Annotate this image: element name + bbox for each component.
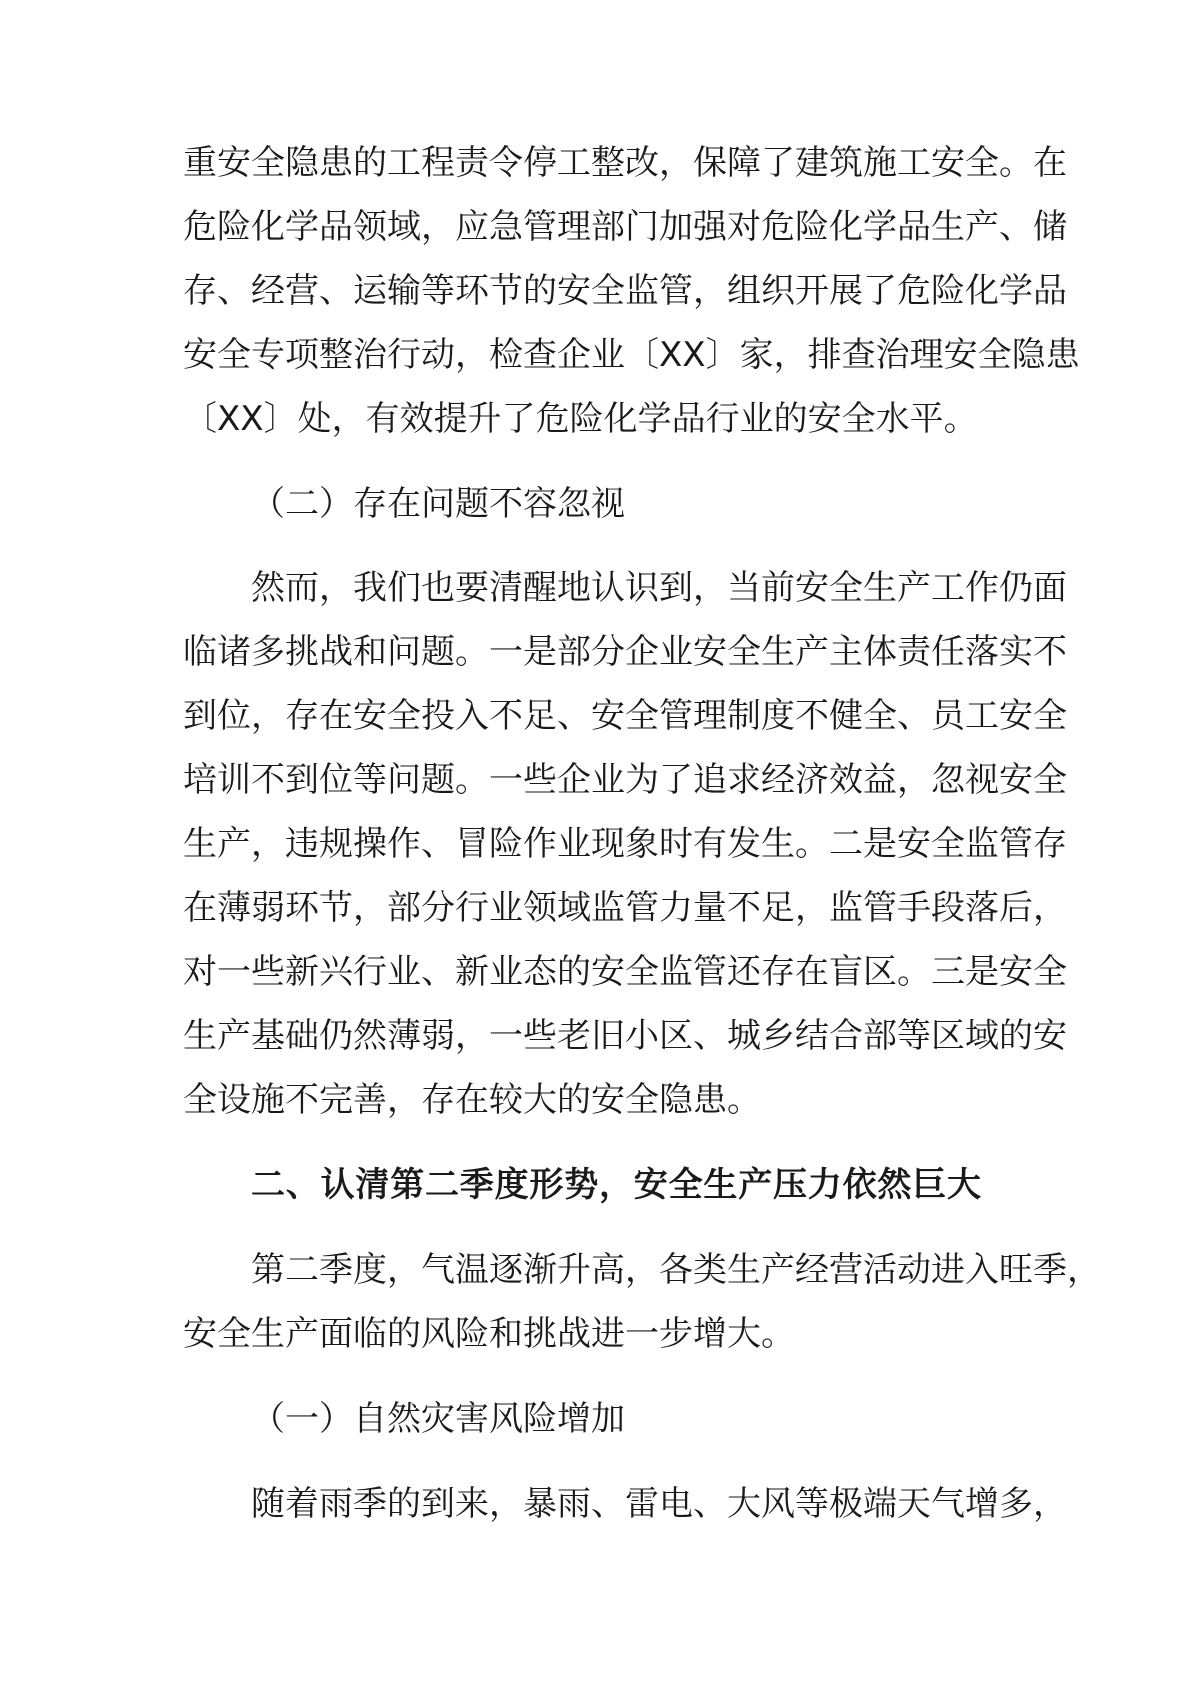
paragraph-3-line-2: 安全生产面临的风险和挑战进一步增大。 [183, 1314, 795, 1354]
paragraph-1-line-2: 危险化学品领域，应急管理部门加强对危险化学品生产、储 [183, 207, 1067, 247]
paragraph-2-line-8: 生产基础仍然薄弱，一些老旧小区、城乡结合部等区域的安 [183, 1016, 1067, 1056]
paragraph-1-line-1: 重安全隐患的工程责令停工整改，保障了建筑施工安全。在 [183, 143, 1067, 183]
paragraph-1-line-5: 〔XX〕处，有效提升了危险化学品行业的安全水平。 [183, 399, 978, 439]
paragraph-1-line-3: 存、经营、运输等环节的安全监管，组织开展了危险化学品 [183, 271, 1067, 311]
paragraph-2-line-4: 培训不到位等问题。一些企业为了追求经济效益，忽视安全 [183, 760, 1067, 800]
paragraph-4-line-1: 随着雨季的到来，暴雨、雷电、大风等极端天气增多， [251, 1484, 1067, 1524]
section-heading-second-quarter: 二、认清第二季度形势，安全生产压力依然巨大 [251, 1165, 981, 1205]
paragraph-2-line-7: 对一些新兴行业、新业态的安全监管还存在盲区。三是安全 [183, 952, 1067, 992]
paragraph-2-line-5: 生产，违规操作、冒险作业现象时有发生。二是安全监管存 [183, 824, 1067, 864]
paragraph-1-line-4: 安全专项整治行动，检查企业〔XX〕家，排查治理安全隐患 [183, 335, 1080, 375]
paragraph-2-line-6: 在薄弱环节，部分行业领域监管力量不足，监管手段落后， [183, 888, 1067, 928]
paragraph-2-line-2: 临诸多挑战和问题。一是部分企业安全生产主体责任落实不 [183, 632, 1067, 672]
paragraph-2-line-1: 然而，我们也要清醒地认识到，当前安全生产工作仍面 [251, 568, 1067, 608]
subheading-natural-disaster-risk: （一）自然灾害风险增加 [251, 1399, 625, 1439]
subheading-existing-problems: （二）存在问题不容忽视 [251, 484, 625, 524]
paragraph-2-line-9: 全设施不完善，存在较大的安全隐患。 [183, 1080, 761, 1120]
paragraph-2-line-3: 到位，存在安全投入不足、安全管理制度不健全、员工安全 [183, 696, 1067, 736]
paragraph-3-line-1: 第二季度，气温逐渐升高，各类生产经营活动进入旺季， [251, 1250, 1101, 1290]
